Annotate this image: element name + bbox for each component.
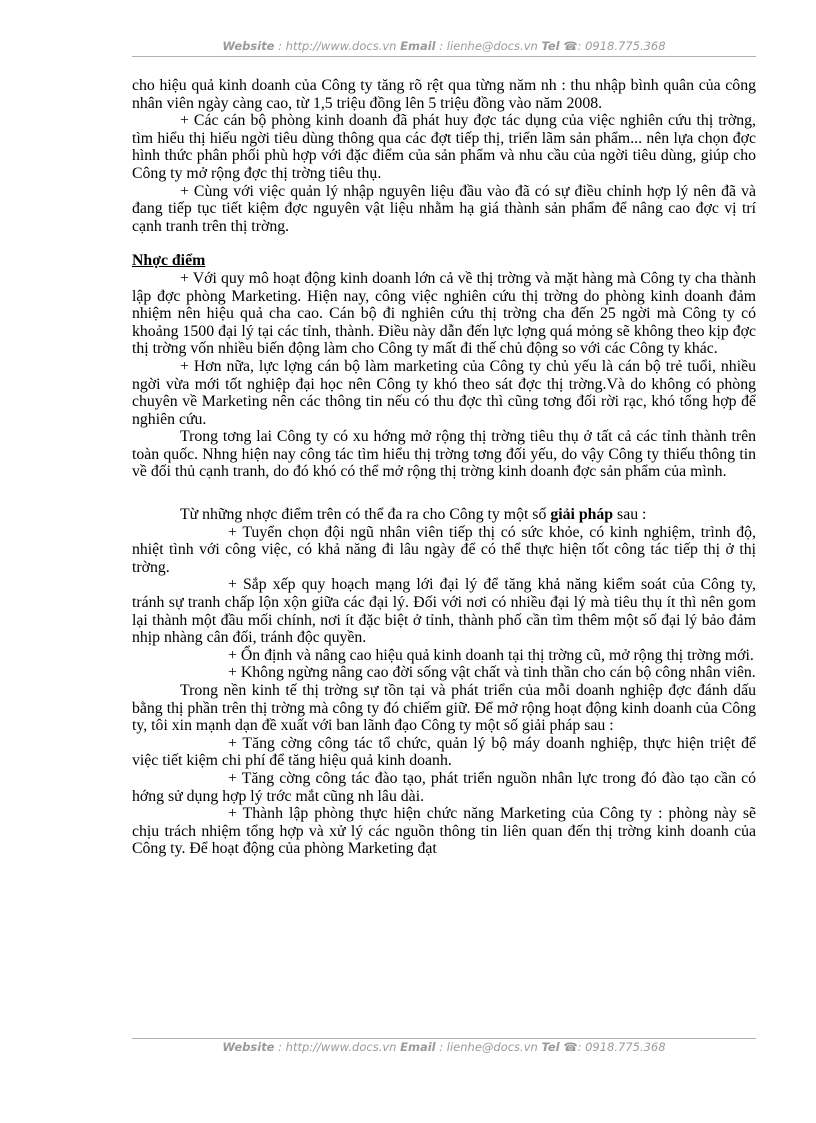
document-body bbox=[132, 77, 756, 858]
phone-icon: ☎ bbox=[563, 39, 578, 53]
footer-email-value[interactable]: : lienhe@docs.vn bbox=[439, 1040, 538, 1054]
footer-website-label: Website bbox=[222, 1040, 275, 1054]
paragraph: + Với quy mô hoạt động kinh doanh lớn cả về thị trờng và mặt hàng mà Công ty cha thành lập đợc phòng Marketing. Hiện nay, công việc nghiên cứu thị trờng do phòng kinh doanh đảm nhiệm nên hiệu quả cha cao. Cán bộ đi nghiên cứu thị trờng cha đến 25 ngời mà Công ty có khoảng 1500 đại lý tại các tỉnh, thành. Điều này dẫn đến lực lợng quá mỏng sẽ không theo kịp đợc thị trờng vốn nhiều biến động làm cho Công ty mất đi thế chủ động so với các Công ty khác. bbox=[132, 269, 756, 358]
paragraph: + Cùng với việc quản lý nhập nguyên liệu đầu vào đã có sự điều chỉnh hợp lý nên đã và đang tiếp tục tiết kiệm đợc nguyên vật liệu nhằm hạ giá thành sản phẩm để nâng cao đợc vị trí cạnh tranh trên thị trờng. bbox=[132, 182, 756, 235]
paragraph: + Hơn nữa, lực lợng cán bộ làm marketing của Công ty chủ yếu là cán bộ trẻ tuổi, nhiều ngời vừa mới tốt nghiệp đại học nên Công ty khó theo sát đợc thị trờng.Và do không có phòng chuyên về Marketing nên các thông tin nếu có thu đợc thì cũng tơng đối rời rạc, khó tổng hợp để nghiên cứu. bbox=[132, 357, 756, 428]
paragraph: + Các cán bộ phòng kinh doanh đã phát huy đợc tác dụng của việc nghiên cứu thị trờng, tìm hiểu thị hiếu ngời tiêu dùng thông qua các đợt tiếp thị, triển lãm sản phẩm... nên lựa chọn đợc hình thức phân phối phù hợp với đặc điểm của sản phẩm và nhu cầu của ngời tiêu dùng, giúp cho Công ty mở rộng đợc thị trờng tiêu thụ. bbox=[132, 112, 756, 182]
paragraph bbox=[132, 506, 756, 524]
header-website-url[interactable]: : http://www.docs.vn bbox=[278, 39, 397, 53]
footer-tel-label: Tel bbox=[541, 1040, 560, 1054]
header-email-label: Email bbox=[400, 39, 436, 53]
footer-tel-value: : 0918.775.368 bbox=[577, 1040, 666, 1054]
footer-email-label: Email bbox=[400, 1040, 436, 1054]
phone-icon: ☎ bbox=[563, 1040, 578, 1054]
paragraph-text: sau : bbox=[613, 506, 647, 524]
paragraph: + Ổn định và nâng cao hiệu quả kinh doanh tại thị trờng cũ, mở rộng thị trờng mới. bbox=[228, 646, 754, 664]
paragraph: Trong tơng lai Công ty có xu hớng mở rộng thị trờng tiêu thụ ở tất cả các tỉnh thành trên toàn quốc. Nhng hiện nay công tác tìm hiểu thị trờng tơng đối yếu, do vậy Công ty thiếu thông tin về đối thủ cạnh tranh, do đó khó có thể mở rộng thị trờng kinh doanh đợc sản phẩm của mình. bbox=[132, 428, 756, 481]
header-website-label: Website bbox=[222, 39, 275, 53]
paragraph-text: Từ những nhợc điểm trên có thể đa ra cho Công ty một số bbox=[180, 506, 551, 524]
paragraph: Trong nền kinh tế thị trờng sự tồn tại và phát triển của mỗi doanh nghiệp đợc đánh dấu bằng thị phần trên thị trờng mà công ty đó chiếm giữ. Để mở rộng hoạt động kinh doanh của Công ty, tôi xin mạnh dạn đề xuất với ban lãnh đạo Công ty một số giải pháp sau : bbox=[132, 682, 756, 735]
page-footer bbox=[132, 1038, 756, 1054]
footer-website-url[interactable]: : http://www.docs.vn bbox=[278, 1040, 397, 1054]
header-tel-label: Tel bbox=[541, 39, 560, 53]
header-email-value[interactable]: : lienhe@docs.vn bbox=[439, 39, 538, 53]
paragraph: + Tuyển chọn đội ngũ nhân viên tiếp thị có sức khỏe, có kinh nghiệm, trình độ, nhiệt tình với công việc, có khả năng đi lâu ngày để có thể thực hiện tốt công tác tiếp thị ở thị trờng. bbox=[132, 523, 756, 576]
bold-term: giải pháp bbox=[550, 506, 614, 524]
section-heading: Nhợc điểm bbox=[132, 252, 206, 270]
spacer bbox=[132, 235, 756, 252]
header-tel-value: : 0918.775.368 bbox=[577, 39, 666, 53]
paragraph: + Tăng cờng công tác đào tạo, phát triển nguồn nhân lực trong đó đào tạo cần có hớng sử dụng hợp lý trớc mắt cũng nh lâu dài. bbox=[132, 769, 756, 805]
paragraph: + Không ngừng nâng cao đời sống vật chất và tinh thần cho cán bộ công nhân viên. bbox=[228, 664, 756, 682]
paragraph: + Sắp xếp quy hoạch mạng lới đại lý để tăng khả năng kiểm soát của Công ty, tránh sự tranh chấp lộn xộn giữa các đại lý. Đối với nơi có nhiều đại lý mà tiêu thụ ít thì nên gom lại thành một đầu mối chính, nơi ít đặc biệt ở tỉnh, thành phố cần tìm thêm một số đại lý bảo đảm nhịp nhàng cân đối, tránh độc quyền. bbox=[132, 576, 756, 647]
paragraph: + Tăng cờng công tác tổ chức, quản lý bộ máy doanh nghiệp, thực hiện triệt để việc tiết kiệm chi phí để tăng hiệu quả kinh doanh. bbox=[132, 734, 756, 770]
paragraph: + Thành lập phòng thực hiện chức năng Marketing của Công ty : phòng này sẽ chịu trách nhiệm tổng hợp và xử lý các nguồn thông tin liên quan đến thị trờng kinh doanh của Công ty. Để hoạt động của phòng Marketing đạt bbox=[132, 805, 756, 858]
page-header bbox=[132, 39, 756, 57]
spacer bbox=[132, 481, 756, 506]
paragraph: cho hiệu quả kinh doanh của Công ty tăng rõ rệt qua từng năm nh : thu nhập bình quân của công nhân viên ngày càng cao, từ 1,5 triệu đồng lên 5 triệu đồng vào năm 2008. bbox=[132, 77, 756, 112]
